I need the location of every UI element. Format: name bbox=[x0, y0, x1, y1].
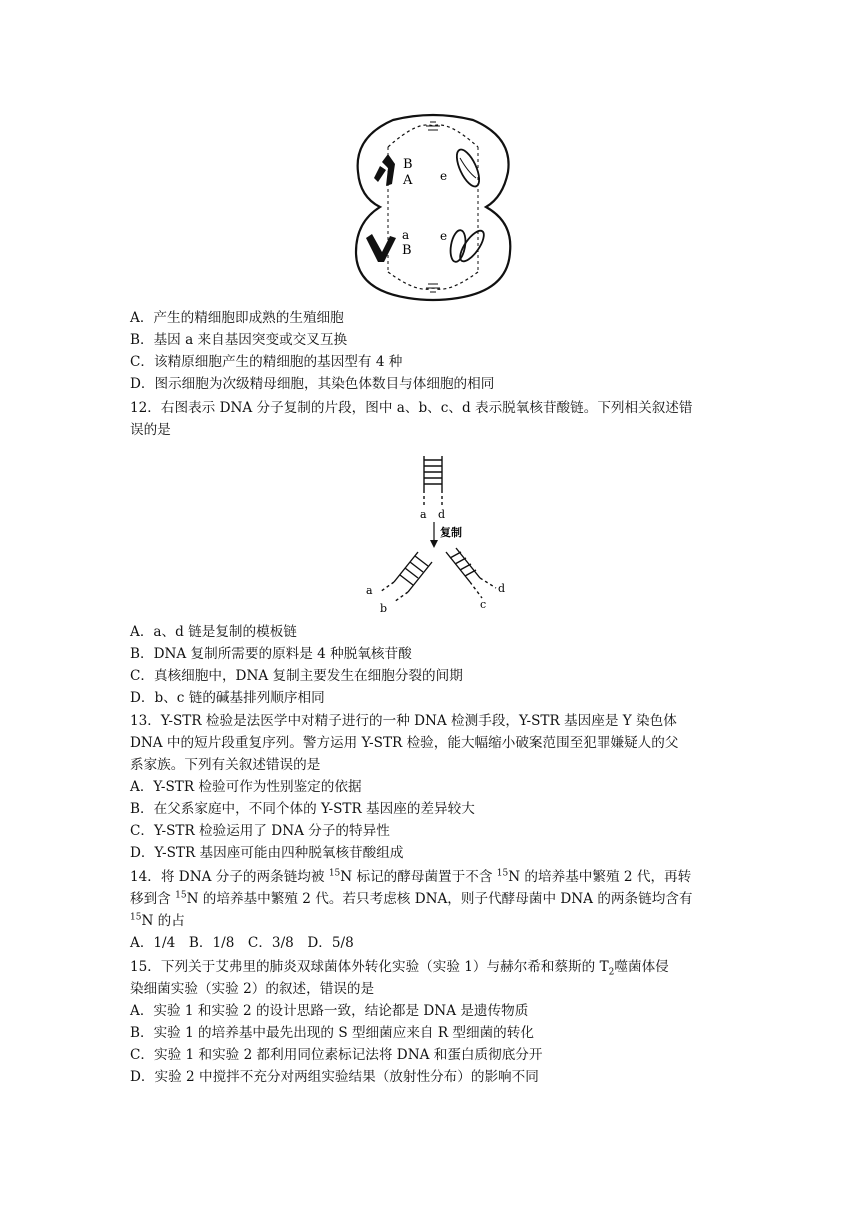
allele-label: a bbox=[402, 228, 410, 242]
q14 bbox=[130, 866, 730, 954]
q11-options bbox=[130, 307, 730, 395]
options: A．1/4 B．1/8 C．3/8 D．5/8 bbox=[130, 935, 354, 951]
question-text: 系家族。下列有关叙述错误的是 bbox=[130, 757, 321, 773]
q12-options bbox=[130, 621, 730, 709]
option-c: C．真核细胞中，DNA 复制主要发生在细胞分裂的间期 bbox=[130, 668, 463, 684]
option-a: A．Y-STR 检验可作为性别鉴定的依据 bbox=[130, 779, 362, 795]
centriole-bottom bbox=[426, 284, 440, 292]
question-text: 移到含 $^{15}$N 的培养基中繁殖 2 代。若只考虑核 DNA，则子代酵母菌中 DNA 的两条链均含有 bbox=[130, 890, 693, 907]
q13 bbox=[130, 710, 730, 864]
strand-label-c: c bbox=[480, 598, 487, 611]
daughter-dna-left bbox=[380, 552, 432, 602]
option-d: D．b、c 链的碱基排列顺序相同 bbox=[130, 690, 325, 706]
option-a: A．a、d 链是复制的模板链 bbox=[130, 624, 297, 640]
allele-label: e bbox=[440, 169, 448, 183]
option-d: D．实验 2 中搅拌不充分对两组实验结果（放射性分布）的影响不同 bbox=[130, 1069, 539, 1085]
chromosome-top-left bbox=[374, 154, 395, 186]
option-d: D．Y-STR 基因座可能由四种脱氧核苷酸组成 bbox=[130, 845, 404, 861]
question-text: 染细菌实验（实验 2）的叙述，错误的是 bbox=[130, 981, 375, 997]
question-text: DNA 中的短片段重复序列。警方运用 Y-STR 检验，能大幅缩小破案范围至犯罪嫌疑人的父 bbox=[130, 735, 679, 751]
allele-label: B bbox=[403, 157, 413, 172]
spindle-fibers-top bbox=[388, 125, 478, 147]
option-c: C．Y-STR 检验运用了 DNA 分子的特异性 bbox=[130, 823, 390, 839]
option-b: B．在父系家庭中，不同个体的 Y-STR 基因座的差异较大 bbox=[130, 801, 475, 817]
option-d: D．图示细胞为次级精母细胞，其染色体数目与体细胞的相同 bbox=[130, 376, 495, 392]
daughter-dna-right bbox=[446, 548, 496, 598]
strand-label-b: b bbox=[380, 602, 388, 612]
question-text: 误的是 bbox=[130, 422, 171, 438]
question-text: 14．将 DNA 分子的两条链均被 $^{15}$N 标记的酵母菌置于不含 $^{15}$N 的培养基中繁殖 2 代，再转 bbox=[130, 868, 692, 885]
allele-label: B bbox=[402, 243, 412, 258]
arrow-label: 复制 bbox=[440, 526, 462, 539]
strand-label-a: a bbox=[420, 508, 427, 521]
question-text: $^{15}$N 的占 bbox=[130, 912, 185, 929]
q12-stem bbox=[130, 397, 730, 441]
strand-label-d: d bbox=[498, 582, 506, 595]
question-text: 12．右图表示 DNA 分子复制的片段，图中 a、b、c、d 表示脱氧核苷酸链。下列相关叙述错 bbox=[130, 400, 693, 416]
cell-division-figure bbox=[348, 112, 518, 302]
chromosome-bottom-right bbox=[448, 229, 467, 263]
option-c: C．该精原细胞产生的精细胞的基因型有 4 种 bbox=[130, 354, 403, 370]
dna-replication-figure bbox=[350, 452, 510, 612]
cell-outline bbox=[356, 115, 510, 300]
question-text: 15．下列关于艾弗里的肺炎双球菌体外转化实验（实验 1）与赫尔希和蔡斯的 $T_2$噬菌体侵 bbox=[130, 959, 669, 978]
question-text: 13．Y-STR 检验是法医学中对精子进行的一种 DNA 检测手段，Y-STR 基因座是 Y 染色体 bbox=[130, 713, 677, 729]
option-b: B．DNA 复制所需要的原料是 4 种脱氧核苷酸 bbox=[130, 646, 412, 662]
q15 bbox=[130, 956, 730, 1088]
centriole-top bbox=[426, 122, 440, 130]
strand-label-d: d bbox=[438, 508, 446, 521]
option-b: B．实验 1 的培养基中最先出现的 S 型细菌应来自 R 型细菌的转化 bbox=[130, 1025, 534, 1041]
chromosome-bottom-left bbox=[366, 234, 396, 262]
option-c: C．实验 1 和实验 2 都利用同位素标记法将 DNA 和蛋白质彻底分开 bbox=[130, 1047, 543, 1063]
parent-dna-ladder bbox=[424, 456, 442, 506]
spindle-fibers-bottom bbox=[388, 272, 478, 289]
option-b: B．基因 a 来自基因突变或交叉互换 bbox=[130, 332, 348, 348]
allele-label: e bbox=[440, 229, 448, 243]
option-a: A．实验 1 和实验 2 的设计思路一致，结论都是 DNA 是遗传物质 bbox=[130, 1003, 529, 1019]
option-a: A．产生的精细胞即成熟的生殖细胞 bbox=[130, 310, 344, 326]
chromosome-top-right bbox=[452, 146, 483, 189]
allele-label: A bbox=[403, 173, 413, 188]
strand-label-a: a bbox=[366, 584, 373, 597]
